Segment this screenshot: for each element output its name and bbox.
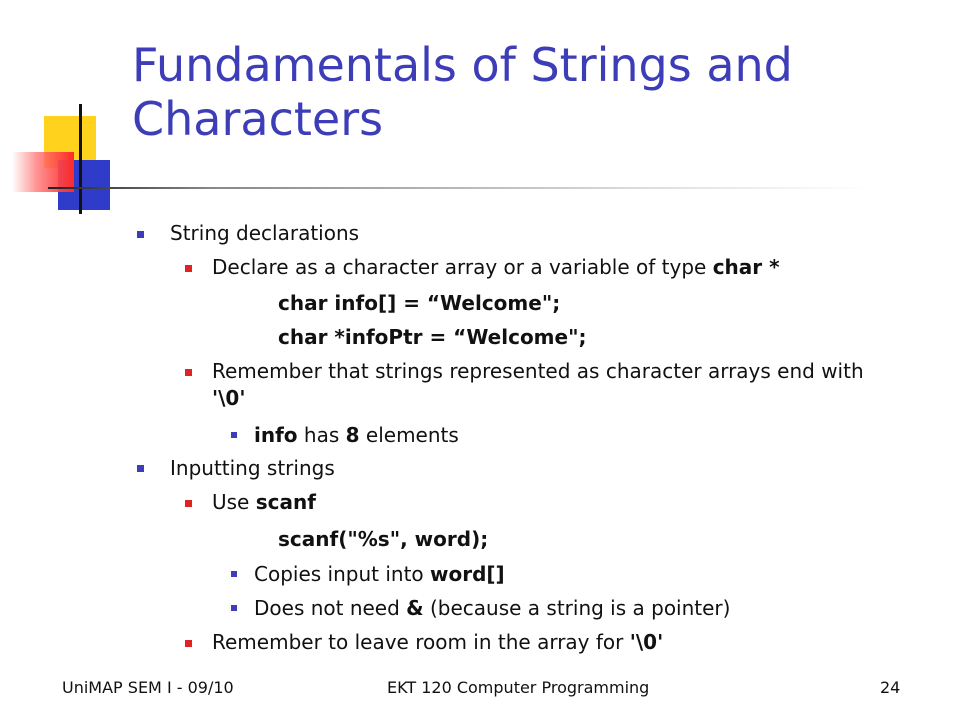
decor-red-gradient-bar xyxy=(12,152,74,192)
list-item-inputting-strings xyxy=(170,455,335,481)
item-text: Use xyxy=(212,490,256,514)
item-text: elements xyxy=(359,423,459,447)
list-item-remember-null xyxy=(212,358,864,384)
code-line-infoptr: char *infoPtr = “Welcome"; xyxy=(278,325,587,349)
item-code-null: '\0' xyxy=(212,386,246,410)
list-item-info-elements xyxy=(254,422,459,448)
slide-title: Fundamentals of Strings and Characters xyxy=(132,38,793,146)
item-text: (because a string is a pointer) xyxy=(423,596,731,620)
item-text: Remember to leave room in the array for xyxy=(212,630,630,654)
list-item-no-ampersand xyxy=(254,595,730,621)
item-text: Remember that strings represented as character arrays end with xyxy=(212,359,864,383)
item-text: Inputting strings xyxy=(170,456,335,480)
item-text: has xyxy=(297,423,346,447)
title-underline xyxy=(48,187,868,189)
bullet-square-icon xyxy=(231,432,237,438)
item-code: info xyxy=(254,423,298,447)
item-code: char * xyxy=(712,255,780,279)
item-text: Declare as a character array or a variable of type xyxy=(212,255,713,279)
bullet-square-icon xyxy=(185,265,192,272)
footer-center: EKT 120 Computer Programming xyxy=(387,678,650,697)
slide-number: 24 xyxy=(880,678,901,697)
item-code: & xyxy=(406,596,424,620)
bullet-square-icon xyxy=(137,465,144,472)
bullet-square-icon xyxy=(231,571,237,577)
code-line-scanf: scanf("%s", word); xyxy=(278,527,489,551)
list-item-declare xyxy=(212,254,780,280)
list-item-use-scanf xyxy=(212,489,316,515)
list-item-copies-input xyxy=(254,561,505,587)
list-item-string-declarations xyxy=(170,220,359,246)
item-code: scanf xyxy=(255,490,316,514)
item-code: '\0' xyxy=(629,630,664,654)
code-line-info: char info[] = “Welcome"; xyxy=(278,291,561,315)
item-text: String declarations xyxy=(170,221,360,245)
decor-vertical-line xyxy=(79,104,82,214)
footer-left: UniMAP SEM I - 09/10 xyxy=(62,678,234,697)
item-code: word[] xyxy=(430,562,505,586)
item-number: 8 xyxy=(345,423,360,447)
bullet-square-icon xyxy=(185,640,192,647)
bullet-square-icon xyxy=(185,500,192,507)
bullet-square-icon xyxy=(231,605,237,611)
item-text: Copies input into xyxy=(254,562,431,586)
list-item-leave-room xyxy=(212,629,663,655)
bullet-square-icon xyxy=(137,231,144,238)
item-text: Does not need xyxy=(254,596,407,620)
bullet-square-icon xyxy=(185,369,192,376)
